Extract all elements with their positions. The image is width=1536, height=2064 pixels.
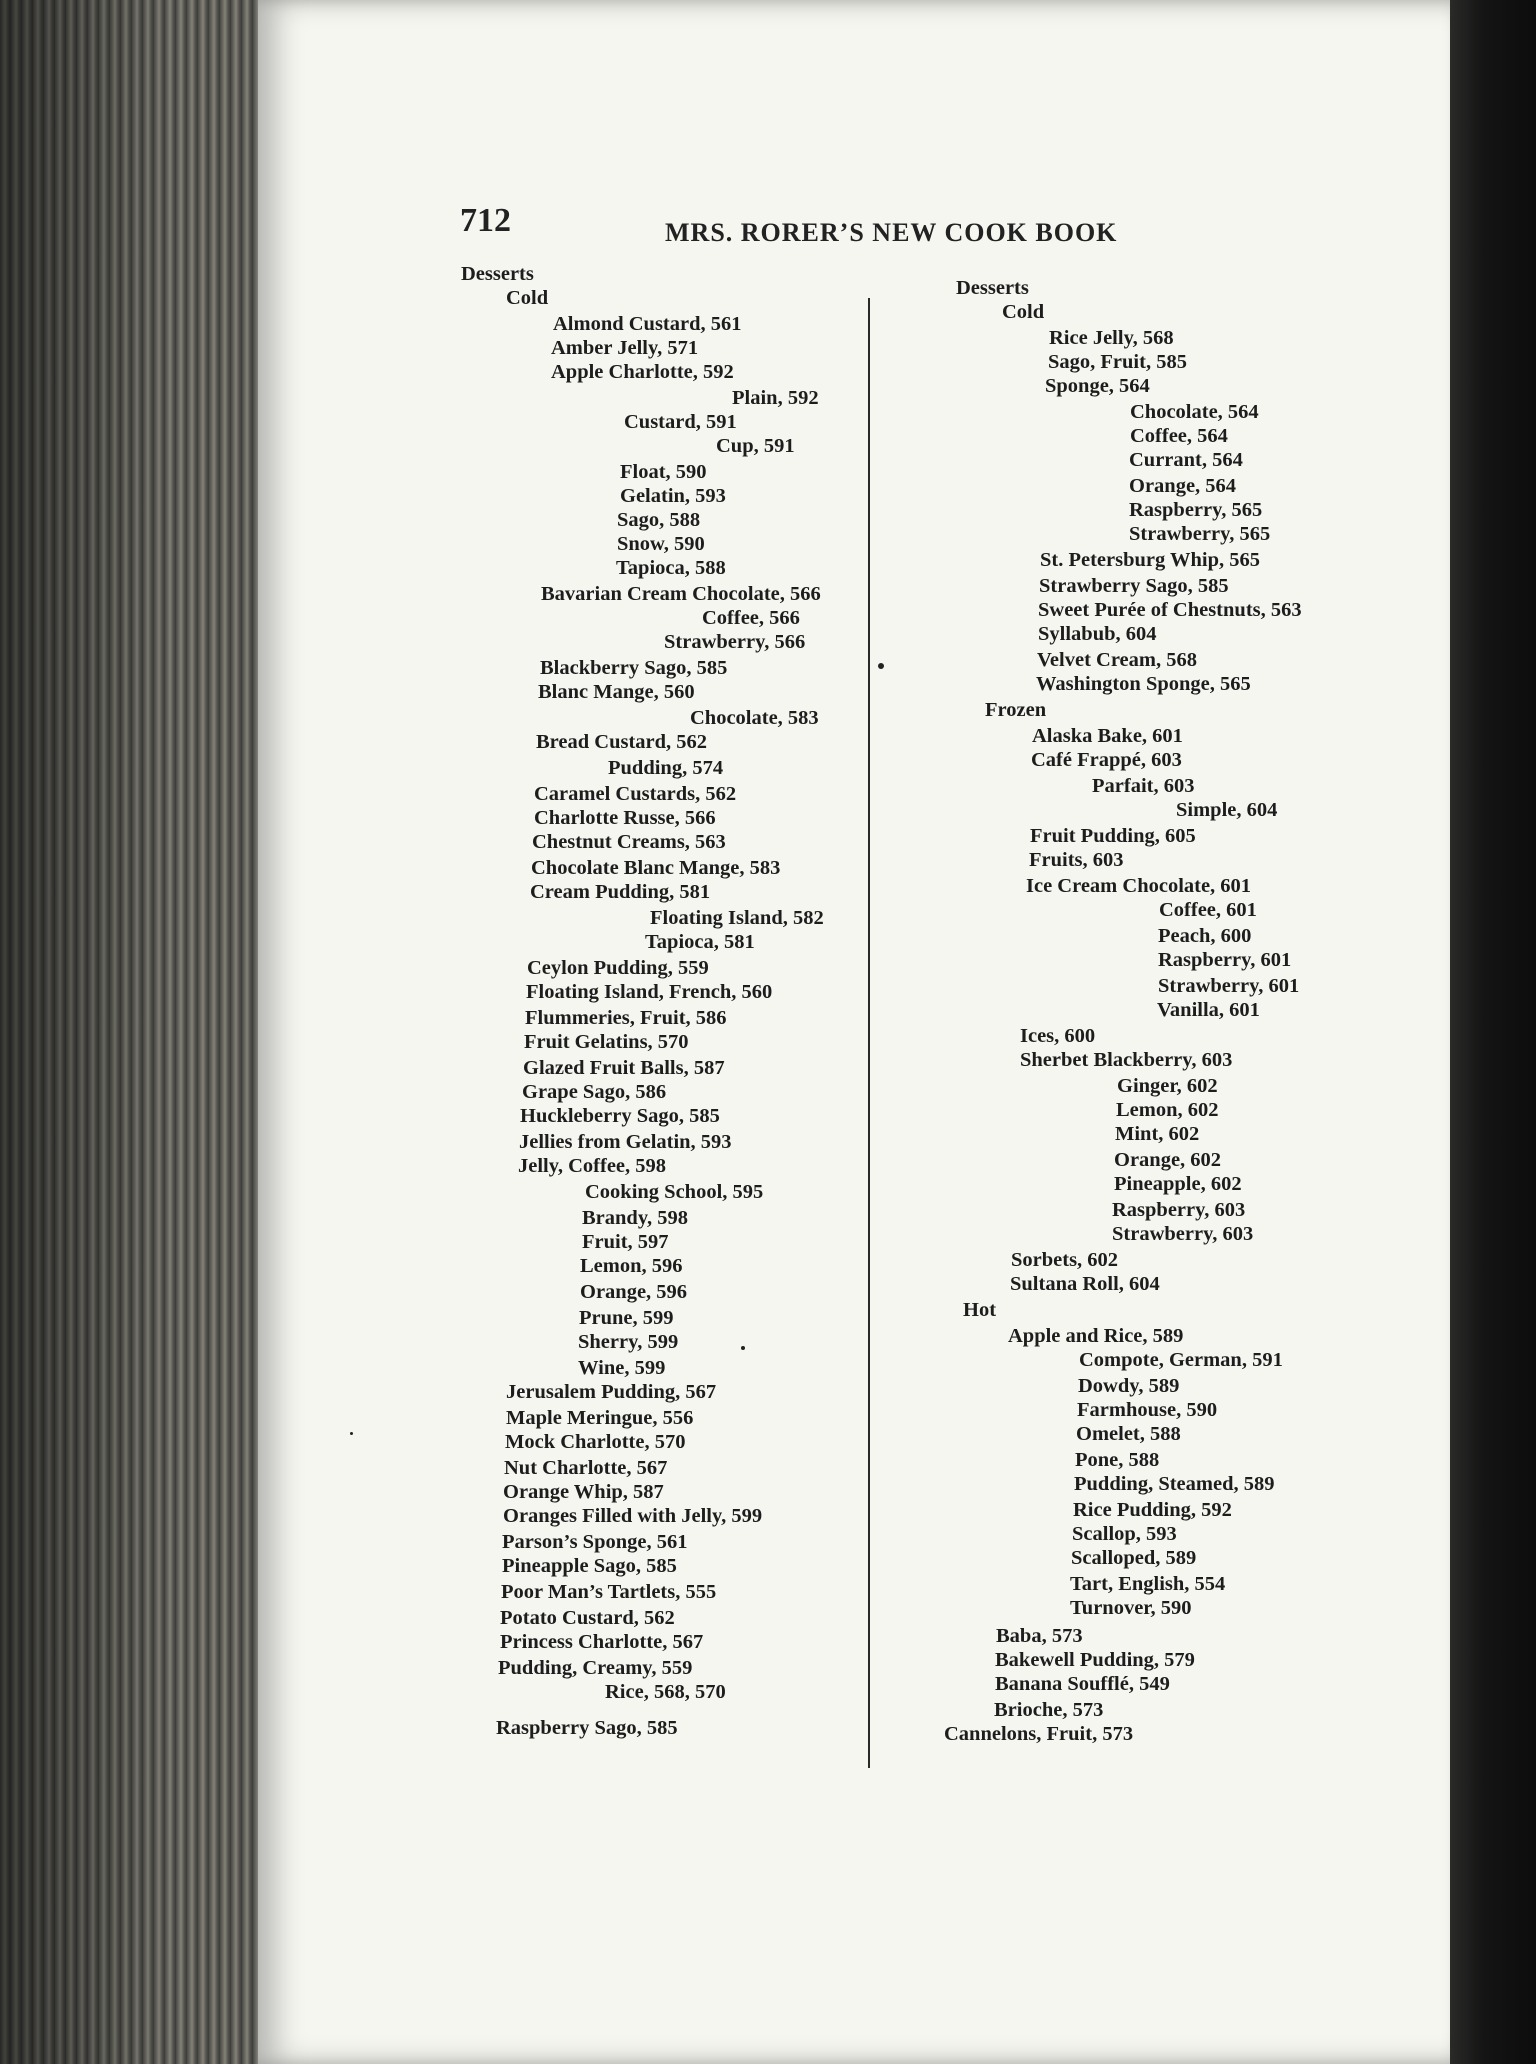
print-speck (741, 1346, 745, 1350)
index-entry: Coffee, 566 (702, 607, 800, 629)
index-entry: Sago, Fruit, 585 (1048, 351, 1187, 373)
index-entry: Velvet Cream, 568 (1037, 649, 1197, 671)
index-entry: Orange, 596 (580, 1281, 688, 1303)
column-divider (868, 298, 870, 1768)
index-entry: Custard, 591 (624, 411, 737, 433)
index-entry: Pineapple Sago, 585 (502, 1555, 677, 1577)
index-entry: Cannelons, Fruit, 573 (944, 1723, 1134, 1745)
index-entry: Vanilla, 601 (1157, 999, 1260, 1021)
index-entry: Sweet Purée of Chestnuts, 563 (1038, 599, 1302, 621)
index-entry: Fruit Gelatins, 570 (524, 1031, 689, 1053)
index-entry: Strawberry, 603 (1112, 1223, 1254, 1245)
index-entry: Farmhouse, 590 (1077, 1399, 1218, 1421)
index-entry: Cup, 591 (716, 435, 795, 457)
index-entry: Sorbets, 602 (1011, 1249, 1119, 1271)
index-entry: Flummeries, Fruit, 586 (525, 1007, 727, 1029)
index-entry: Raspberry, 601 (1158, 949, 1292, 971)
index-entry: Compote, German, 591 (1079, 1349, 1283, 1371)
index-entry: Ice Cream Chocolate, 601 (1026, 875, 1252, 897)
index-entry: Frozen (985, 699, 1047, 721)
index-entry: Parson’s Sponge, 561 (502, 1531, 688, 1553)
index-entry: Huckleberry Sago, 585 (520, 1105, 720, 1127)
page-header (460, 202, 1180, 252)
index-entry: Sponge, 564 (1045, 375, 1150, 397)
index-entry: Simple, 604 (1176, 799, 1278, 821)
index-entry: Fruits, 603 (1029, 849, 1124, 871)
index-entry: Glazed Fruit Balls, 587 (523, 1057, 725, 1079)
index-entry: Bread Custard, 562 (536, 731, 708, 753)
index-entry: Tapioca, 588 (616, 557, 726, 579)
page-number: 712 (460, 202, 511, 239)
index-entry: Nut Charlotte, 567 (504, 1457, 668, 1479)
index-entry: Raspberry Sago, 585 (496, 1717, 678, 1739)
index-entry: Strawberry, 601 (1158, 975, 1300, 997)
index-entry: Coffee, 564 (1130, 425, 1228, 447)
index-entry: Wine, 599 (578, 1357, 666, 1379)
index-entry: Desserts (956, 277, 1029, 299)
index-entry: Poor Man’s Tartlets, 555 (501, 1581, 717, 1603)
index-entry: Plain, 592 (732, 387, 819, 409)
index-entry: Jerusalem Pudding, 567 (506, 1381, 717, 1403)
index-entry: Strawberry, 566 (664, 631, 806, 653)
index-entry: Apple Charlotte, 592 (551, 361, 734, 383)
index-entry: Chocolate, 564 (1130, 401, 1259, 423)
index-entry: Pone, 588 (1075, 1449, 1160, 1471)
index-entry: Cold (1002, 301, 1045, 323)
index-entry: Brioche, 573 (994, 1699, 1104, 1721)
index-entry: Dowdy, 589 (1078, 1375, 1180, 1397)
index-entry: Raspberry, 565 (1129, 499, 1263, 521)
index-entry: Potato Custard, 562 (500, 1607, 675, 1629)
index-entry: Ices, 600 (1020, 1025, 1096, 1047)
print-speck (350, 1432, 353, 1435)
index-entry: Sultana Roll, 604 (1010, 1273, 1160, 1295)
index-entry: Orange, 564 (1129, 475, 1237, 497)
index-entry: Blackberry Sago, 585 (540, 657, 728, 679)
index-entry: Tart, English, 554 (1070, 1573, 1226, 1595)
index-entry: Caramel Custards, 562 (534, 783, 737, 805)
index-entry: Brandy, 598 (582, 1207, 688, 1229)
index-entry: Apple and Rice, 589 (1008, 1325, 1184, 1347)
index-entry: Oranges Filled with Jelly, 599 (503, 1505, 763, 1527)
index-entry: Fruit, 597 (582, 1231, 669, 1253)
index-entry: Peach, 600 (1158, 925, 1252, 947)
gutter-shadow (0, 0, 285, 2064)
index-entry: Chocolate, 583 (690, 707, 819, 729)
index-entry: Omelet, 588 (1076, 1423, 1181, 1445)
index-entry: Rice, 568, 570 (605, 1681, 726, 1703)
index-entry: Jelly, Coffee, 598 (518, 1155, 667, 1177)
index-entry: Turnover, 590 (1070, 1597, 1192, 1619)
index-entry: Almond Custard, 561 (553, 313, 742, 335)
index-entry: Pudding, Steamed, 589 (1074, 1473, 1275, 1495)
index-entry: Desserts (461, 263, 534, 285)
running-title: MRS. RORER’S NEW COOK BOOK (665, 218, 1118, 247)
index-entry: Blanc Mange, 560 (538, 681, 695, 703)
index-entry: Banana Soufflé, 549 (995, 1673, 1170, 1695)
index-entry: Gelatin, 593 (620, 485, 726, 507)
index-entry: Princess Charlotte, 567 (500, 1631, 704, 1653)
index-entry: Snow, 590 (617, 533, 705, 555)
index-entry: Raspberry, 603 (1112, 1199, 1246, 1221)
index-entry: Syllabub, 604 (1038, 623, 1157, 645)
index-entry: Coffee, 601 (1159, 899, 1257, 921)
index-entry: Fruit Pudding, 605 (1030, 825, 1196, 847)
index-entry: Amber Jelly, 571 (551, 337, 699, 359)
index-entry: Currant, 564 (1129, 449, 1243, 471)
book-page (258, 0, 1463, 2064)
index-entry: Pineapple, 602 (1114, 1173, 1242, 1195)
index-entry: Bavarian Cream Chocolate, 566 (541, 583, 821, 605)
index-entry: Baba, 573 (996, 1625, 1083, 1647)
index-entry: Lemon, 602 (1116, 1099, 1219, 1121)
index-entry: Jellies from Gelatin, 593 (519, 1131, 732, 1153)
index-entry: Floating Island, 582 (650, 907, 824, 929)
index-entry: Pudding, 574 (608, 757, 724, 779)
index-entry: Strawberry, 565 (1129, 523, 1271, 545)
index-entry: Charlotte Russe, 566 (534, 807, 716, 829)
index-entry: Café Frappé, 603 (1031, 749, 1182, 771)
index-entry: Mock Charlotte, 570 (505, 1431, 686, 1453)
index-entry: Ginger, 602 (1117, 1075, 1218, 1097)
index-entry: Sago, 588 (617, 509, 701, 531)
index-entry: Hot (963, 1299, 997, 1321)
index-entry: Alaska Bake, 601 (1032, 725, 1183, 747)
index-entry: Floating Island, French, 560 (526, 981, 773, 1003)
index-entry: Lemon, 596 (580, 1255, 683, 1277)
index-entry: St. Petersburg Whip, 565 (1040, 549, 1261, 571)
index-entry: Cream Pudding, 581 (530, 881, 711, 903)
index-entry: Rice Jelly, 568 (1049, 327, 1174, 349)
index-entry: Parfait, 603 (1092, 775, 1195, 797)
index-entry: Sherbet Blackberry, 603 (1020, 1049, 1233, 1071)
index-entry: Cold (506, 287, 549, 309)
index-entry: Orange Whip, 587 (503, 1481, 664, 1503)
index-entry: Float, 590 (620, 461, 707, 483)
index-entry: Pudding, Creamy, 559 (498, 1657, 693, 1679)
index-entry: Sherry, 599 (578, 1331, 679, 1353)
index-entry: Grape Sago, 586 (522, 1081, 667, 1103)
index-entry: Prune, 599 (579, 1307, 674, 1329)
print-speck (878, 663, 884, 669)
index-entry: Mint, 602 (1115, 1123, 1200, 1145)
index-entry: Chocolate Blanc Mange, 583 (531, 857, 781, 879)
right-page-shadow (1450, 0, 1536, 2064)
index-entry: Strawberry Sago, 585 (1039, 575, 1229, 597)
index-entry: Rice Pudding, 592 (1073, 1499, 1232, 1521)
index-entry: Scalloped, 589 (1071, 1547, 1197, 1569)
index-entry: Scallop, 593 (1072, 1523, 1177, 1545)
index-entry: Ceylon Pudding, 559 (527, 957, 709, 979)
index-entry: Maple Meringue, 556 (506, 1407, 694, 1429)
index-entry: Orange, 602 (1114, 1149, 1222, 1171)
index-entry: Bakewell Pudding, 579 (995, 1649, 1195, 1671)
index-entry: Chestnut Creams, 563 (532, 831, 726, 853)
index-entry: Cooking School, 595 (585, 1181, 764, 1203)
index-entry: Washington Sponge, 565 (1036, 673, 1251, 695)
index-entry: Tapioca, 581 (645, 931, 755, 953)
